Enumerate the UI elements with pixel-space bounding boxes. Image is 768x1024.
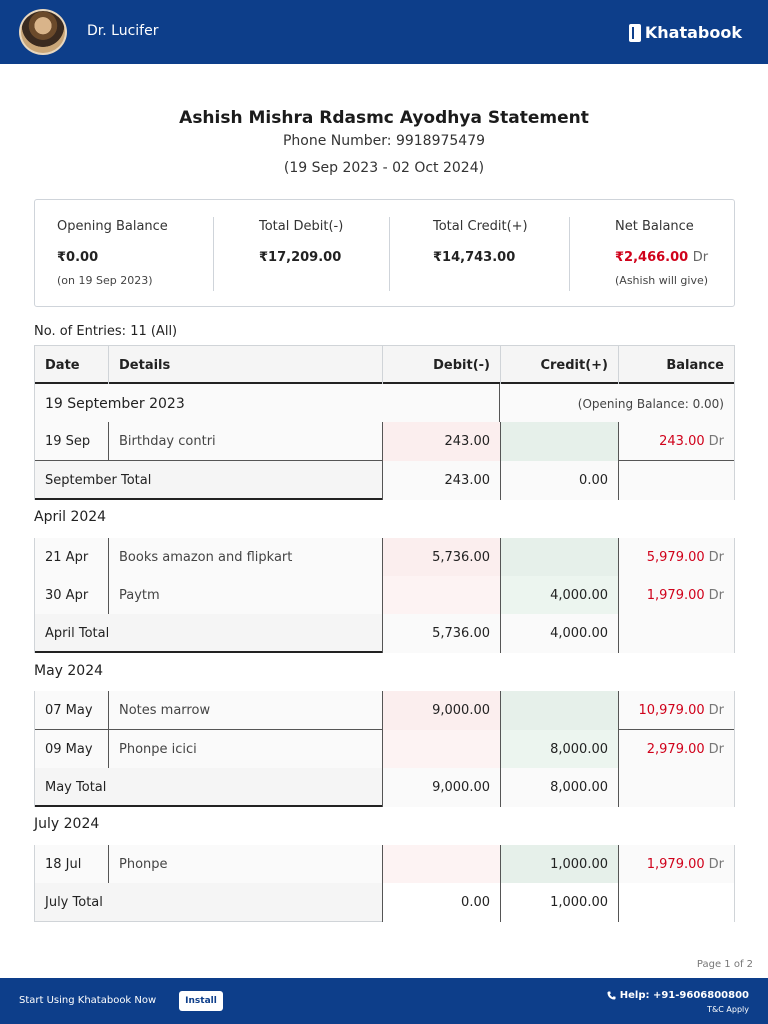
row-date: 21 Apr <box>34 538 108 577</box>
total-credit-value: ₹14,743.00 <box>433 250 516 265</box>
help-text: Help: +91-9606800800 <box>619 990 749 1001</box>
phone-number: Phone Number: 9918975479 <box>282 133 486 149</box>
total-debit-card <box>214 200 389 306</box>
avatar[interactable] <box>19 9 67 55</box>
table-row[interactable] <box>34 845 735 884</box>
table-row[interactable] <box>34 576 735 615</box>
footer-bar <box>0 978 768 1024</box>
brand-name: Khatabook <box>644 23 742 42</box>
total-label: July Total <box>34 883 382 922</box>
row-balance <box>618 576 735 615</box>
balance-suffix: Dr <box>708 434 724 449</box>
row-balance <box>618 422 735 461</box>
row-balance <box>618 845 735 884</box>
statement-period: (19 Sep 2023 - 02 Oct 2024) <box>283 160 485 176</box>
row-debit: 243.00 <box>382 422 500 461</box>
total-balance <box>618 768 735 807</box>
row-credit: 1,000.00 <box>500 845 618 884</box>
page-number: Page 1 of 2 <box>696 959 753 970</box>
entries-value: 11 (All) <box>130 324 178 339</box>
balance-suffix: Dr <box>708 857 724 872</box>
install-button[interactable]: Install <box>179 991 223 1011</box>
total-credit: 8,000.00 <box>500 768 618 807</box>
group-date: 19 September 2023 <box>34 384 500 423</box>
month-heading: July 2024 <box>34 816 100 832</box>
row-balance <box>618 730 735 769</box>
balance-suffix: Dr <box>708 742 724 757</box>
total-credit-label: Total Credit(+) <box>433 219 528 234</box>
balance-value: 1,979.00 <box>646 588 705 603</box>
entries-label: No. of Entries: <box>34 324 127 339</box>
total-label: May Total <box>34 768 382 807</box>
total-balance <box>618 461 735 500</box>
row-details: Phonpe icici <box>108 730 382 769</box>
row-credit <box>500 691 618 730</box>
row-balance <box>618 691 735 730</box>
total-row <box>34 614 735 653</box>
total-credit: 1,000.00 <box>500 883 618 922</box>
tnc-link[interactable]: T&C Apply <box>707 1005 749 1014</box>
row-credit <box>500 538 618 577</box>
table-row[interactable] <box>34 691 735 730</box>
balance-suffix: Dr <box>708 703 724 718</box>
net-balance-value <box>615 250 708 265</box>
row-date: 09 May <box>34 730 108 769</box>
balance-value: 10,979.00 <box>638 703 705 718</box>
entries-count <box>34 324 177 339</box>
header-credit: Credit(+) <box>500 346 618 385</box>
phone-icon <box>607 991 616 1000</box>
header-date: Date <box>34 346 108 385</box>
header-debit: Debit(-) <box>382 346 500 385</box>
top-bar <box>0 0 768 64</box>
net-balance-amount: ₹2,466.00 <box>615 250 689 265</box>
total-label: April Total <box>34 614 382 653</box>
row-debit: 9,000.00 <box>382 691 500 730</box>
total-debit-label: Total Debit(-) <box>259 219 344 234</box>
row-details: Books amazon and flipkart <box>108 538 382 577</box>
total-row <box>34 883 735 922</box>
row-date: 18 Jul <box>34 845 108 884</box>
row-debit <box>382 730 500 769</box>
cta-text: Start Using Khatabook Now <box>19 995 157 1006</box>
total-row <box>34 768 735 807</box>
opening-balance-value: ₹0.00 <box>57 250 99 265</box>
table-row[interactable] <box>34 730 735 769</box>
table-row[interactable] <box>34 538 735 577</box>
total-debit: 243.00 <box>382 461 500 500</box>
balance-suffix: Dr <box>708 588 724 603</box>
table-header <box>34 345 735 384</box>
net-balance-note: (Ashish will give) <box>615 274 709 287</box>
total-debit-value: ₹17,209.00 <box>259 250 342 265</box>
row-date: 19 Sep <box>34 422 108 461</box>
total-label: September Total <box>34 461 382 500</box>
book-icon <box>629 24 641 42</box>
month-heading: April 2024 <box>34 509 107 525</box>
total-credit-card <box>390 200 569 306</box>
summary-box <box>34 199 735 307</box>
net-balance-card <box>570 200 735 306</box>
brand-logo[interactable] <box>629 23 742 42</box>
opening-balance-label: Opening Balance <box>57 219 168 234</box>
total-debit: 5,736.00 <box>382 614 500 653</box>
total-credit: 4,000.00 <box>500 614 618 653</box>
row-credit <box>500 422 618 461</box>
row-credit: 8,000.00 <box>500 730 618 769</box>
total-balance <box>618 883 735 922</box>
row-details: Paytm <box>108 576 382 615</box>
row-debit <box>382 576 500 615</box>
net-balance-suffix: Dr <box>692 250 709 265</box>
row-debit: 5,736.00 <box>382 538 500 577</box>
header-balance: Balance <box>618 346 735 385</box>
total-debit: 9,000.00 <box>382 768 500 807</box>
total-balance <box>618 614 735 653</box>
row-details: Birthday contri <box>108 422 382 461</box>
opening-balance-card <box>35 200 213 306</box>
opening-balance-note-row: (Opening Balance: 0.00) <box>500 384 735 423</box>
total-debit: 0.00 <box>382 883 500 922</box>
user-name: Dr. Lucifer <box>87 23 159 39</box>
total-row <box>34 461 735 500</box>
statement-title: Ashish Mishra Rdasmc Ayodhya Statement <box>179 108 589 128</box>
row-date: 30 Apr <box>34 576 108 615</box>
row-date: 07 May <box>34 691 108 730</box>
balance-value: 2,979.00 <box>646 742 705 757</box>
group-row <box>34 384 735 423</box>
total-credit: 0.00 <box>500 461 618 500</box>
header-details: Details <box>108 346 382 385</box>
balance-suffix: Dr <box>708 550 724 565</box>
balance-value: 5,979.00 <box>646 550 705 565</box>
opening-balance-note: (on 19 Sep 2023) <box>57 274 153 287</box>
row-details: Phonpe <box>108 845 382 884</box>
balance-value: 243.00 <box>659 434 705 449</box>
help-link[interactable] <box>607 990 749 1001</box>
row-credit: 4,000.00 <box>500 576 618 615</box>
row-details: Notes marrow <box>108 691 382 730</box>
row-balance <box>618 538 735 577</box>
balance-value: 1,979.00 <box>646 857 705 872</box>
row-debit <box>382 845 500 884</box>
net-balance-label: Net Balance <box>615 219 694 234</box>
table-row[interactable] <box>34 422 735 461</box>
month-heading: May 2024 <box>34 663 104 679</box>
